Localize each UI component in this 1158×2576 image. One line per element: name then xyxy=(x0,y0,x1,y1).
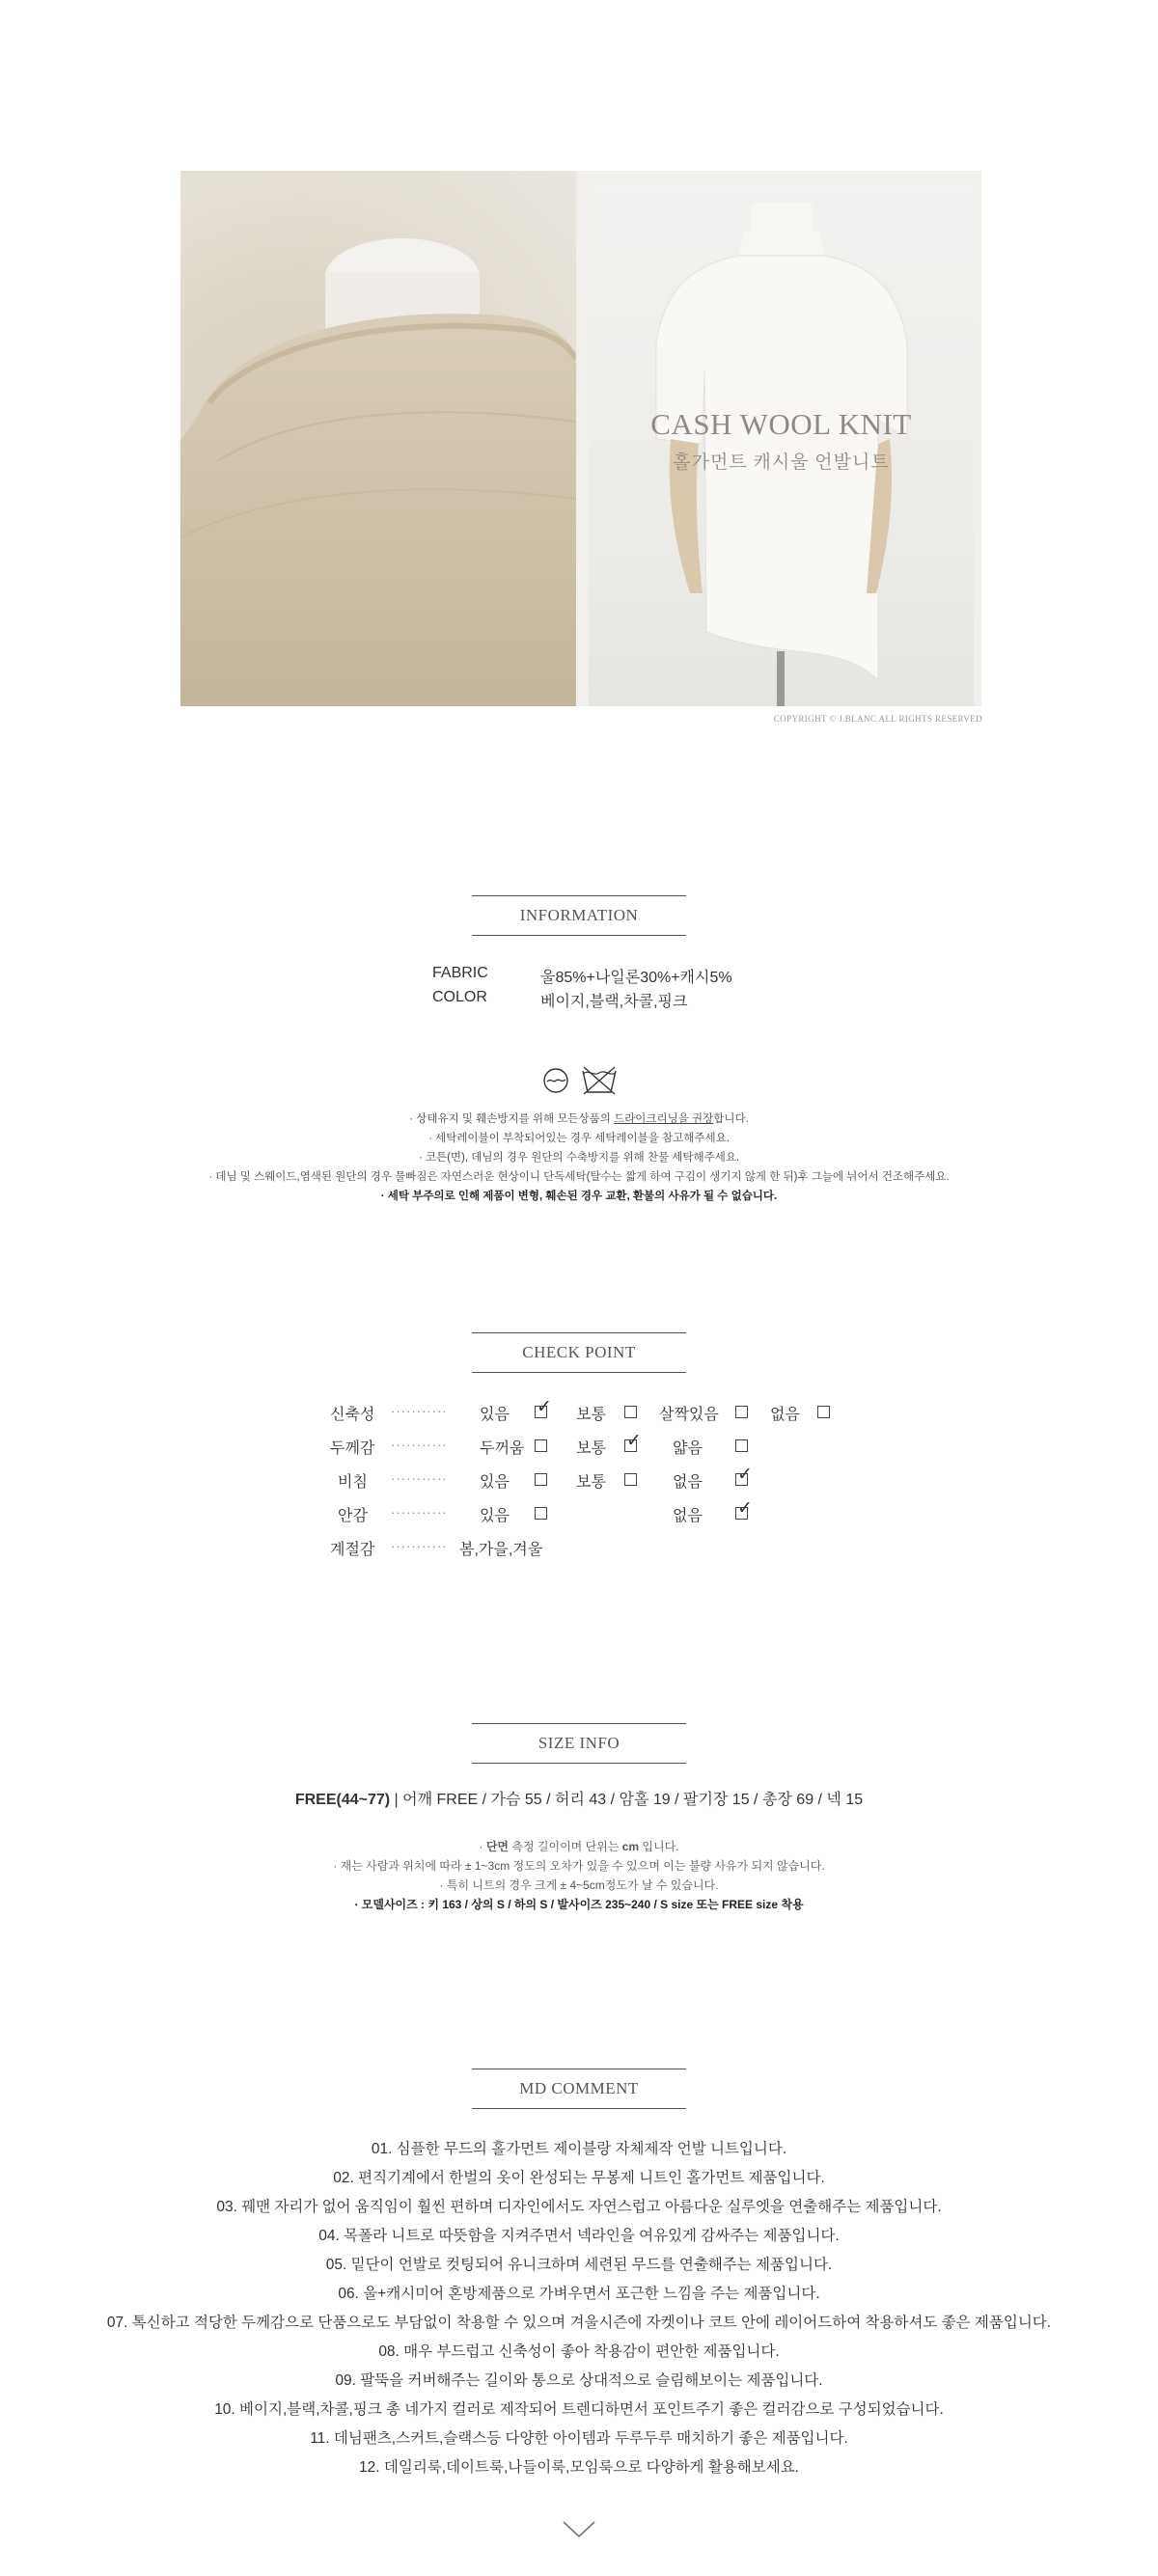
md-comment-line: 04. 목폴라 니트로 따뜻함을 지켜주면서 넥라인을 여유있게 감싸주는 제품입니다. xyxy=(318,2228,840,2244)
cp-option: 있음 xyxy=(480,1474,510,1491)
no-machine-wash-icon xyxy=(580,1065,619,1096)
chevron-down-icon xyxy=(563,2520,595,2539)
checkbox xyxy=(624,1473,637,1486)
cp-option: 살짝있음 xyxy=(659,1407,719,1423)
checkbox xyxy=(535,1507,547,1520)
size-note-model: · 모델사이즈 : 키 163 / 상의 S / 하의 S / 발사이즈 235~240 / S size 또는 FREE size 착용 xyxy=(354,1898,804,1911)
hero-photo-mannequin xyxy=(589,178,974,706)
check-point-heading: CHECK POINT xyxy=(472,1332,686,1373)
care-note-5: · 세탁 부주의로 인해 제품이 변형, 훼손된 경우 교환, 환불의 사유가 될 수 없습니다. xyxy=(380,1191,778,1202)
size-note-3: · 특히 니트의 경우 크게 ± 4~5cm정도가 날 수 있습니다. xyxy=(439,1878,719,1892)
cp-label-lining: 안감 xyxy=(338,1508,368,1524)
checkbox: ✓ xyxy=(737,1498,753,1519)
cp-dots: ··········· xyxy=(391,1404,448,1418)
cp-option: 보통 xyxy=(576,1407,606,1423)
hero-image xyxy=(180,171,981,706)
cp-dots: ··········· xyxy=(391,1505,448,1520)
md-comment-list xyxy=(0,2135,1158,2482)
checkbox: ✓ xyxy=(537,1397,552,1417)
information-heading: INFORMATION xyxy=(472,895,686,936)
md-comment-line: 06. 울+캐시미어 혼방제품으로 가벼우면서 포근한 느낌을 주는 제품입니다. xyxy=(338,2286,820,2302)
md-comment-line: 09. 팔뚝을 커버해주는 길이와 통으로 상대적으로 슬림해보이는 제품입니다. xyxy=(335,2372,823,2389)
size-label: FREE(44~77) xyxy=(294,1792,391,1808)
md-comment-line: 02. 편직기계에서 한벌의 옷이 완성되는 무봉제 니트인 홀가먼트 제품입니다. xyxy=(333,2170,825,2186)
md-comment-line: 07. 톡신하고 적당한 두께감으로 단품으로도 부담없이 착용할 수 있으며 겨울시즌에 자켓이나 코트 안에 레이어드하여 착용하셔도 좋은 제품입니다. xyxy=(106,2315,1052,2331)
color-label: COLOR xyxy=(432,989,487,1005)
md-comment-heading: MD COMMENT xyxy=(472,2069,686,2109)
cp-option: 있음 xyxy=(480,1508,510,1524)
checkbox xyxy=(535,1473,547,1486)
hero-subtitle: 홀가먼트 캐시울 언발니트 xyxy=(673,452,890,473)
md-comment-line: 01. 심플한 무드의 홀가먼트 제이블랑 자체제작 언발 니트입니다. xyxy=(371,2141,787,2157)
size-summary xyxy=(0,1787,1158,1809)
size-note-2: · 재는 사람과 위치에 따라 ± 1~3cm 정도의 오차가 있을 수 있으며 이는 불량 사유가 되지 않습니다. xyxy=(333,1859,825,1873)
color-value: 베이지,블랙,차콜,핑크 xyxy=(540,994,688,1010)
size-note-1: · 단면 측정 길이이며 단위는 cm 입니다. xyxy=(479,1840,679,1853)
mannequin-dress-illustration xyxy=(589,178,974,706)
cp-dots: ··········· xyxy=(391,1539,448,1553)
checkbox xyxy=(735,1406,748,1418)
hero-photo-closeup xyxy=(180,171,576,706)
size-info-heading: SIZE INFO xyxy=(472,1723,686,1764)
hand-wash-icon xyxy=(542,1067,571,1096)
cp-label-sheerness: 비침 xyxy=(338,1474,368,1491)
care-note-4: · 데님 및 스웨이드,염색된 원단의 경우 물빠짐은 자연스러운 현상이니 단독세탁(탈수는 짧게 하여 구김이 생기지 않게 한 뒤)후 그늘에 뉘어서 건조해주세요. xyxy=(208,1171,950,1183)
size-notes xyxy=(0,1837,1158,1914)
checkbox xyxy=(535,1439,547,1452)
size-measurements: | 어깨 FREE / 가슴 55 / 허리 43 / 암홀 19 / 팔기장 15 / 총장 69 / 넥 15 xyxy=(390,1792,864,1808)
hero-title: CASH WOOL KNIT xyxy=(650,407,912,441)
cp-dots: ··········· xyxy=(391,1471,448,1486)
md-comment-line: 11. 데님팬츠,스커트,슬랙스등 다양한 아이템과 두루두루 매치하기 좋은 제품입니다. xyxy=(310,2430,848,2447)
care-note-3: · 코튼(면), 데님의 경우 원단의 수축방지를 위해 찬물 세탁해주세요. xyxy=(418,1152,740,1164)
cp-dots: ··········· xyxy=(391,1438,448,1452)
care-note-2: · 세탁레이블이 부착되어있는 경우 세탁레이블을 참고해주세요. xyxy=(428,1133,730,1144)
cp-option: 없음 xyxy=(770,1407,800,1423)
cp-option: 얇음 xyxy=(673,1440,703,1457)
copyright-notice: COPYRIGHT © J.BLANC ALL RIGHTS RESERVED xyxy=(773,714,982,724)
md-comment-line: 08. 매우 부드럽고 신축성이 좋아 착용감이 편안한 제품입니다. xyxy=(378,2343,780,2360)
md-comment-line: 03. 꿰맨 자리가 없어 움직임이 훨씬 편하며 디자인에서도 자연스럽고 아름다운 실루엣을 연출해주는 제품입니다. xyxy=(216,2199,942,2215)
cp-option: 없음 xyxy=(673,1474,703,1491)
checkbox xyxy=(817,1406,830,1418)
cp-option: 두꺼움 xyxy=(480,1440,525,1457)
checkbox: ✓ xyxy=(626,1431,642,1451)
md-comment-line: 10. 베이지,블랙,차콜,핑크 총 네가지 컬러로 제작되어 트렌디하면서 포인트주기 좋은 컬러감으로 구성되었습니다. xyxy=(214,2401,944,2418)
knit-closeup-illustration xyxy=(180,171,576,706)
cp-label-thickness: 두께감 xyxy=(330,1440,375,1457)
cp-label-season: 계절감 xyxy=(330,1542,375,1558)
checkbox xyxy=(624,1406,637,1418)
cp-option: 보통 xyxy=(576,1474,606,1491)
cp-season-value: 봄,가을,겨울 xyxy=(459,1542,543,1558)
checkbox xyxy=(735,1439,748,1452)
cp-option: 있음 xyxy=(480,1407,510,1423)
care-note-1: · 상태유지 및 훼손방지를 위해 모든상품의 드라이크리닝을 권장합니다. xyxy=(409,1113,749,1125)
checkbox: ✓ xyxy=(737,1465,753,1485)
cp-option: 보통 xyxy=(576,1440,606,1457)
fabric-label: FABRIC xyxy=(432,965,488,981)
fabric-value: 울85%+나일론30%+캐시5% xyxy=(540,970,732,986)
md-comment-line: 05. 밑단이 언발로 컷팅되어 유니크하며 세련된 무드를 연출해주는 제품입니다. xyxy=(325,2257,833,2273)
md-comment-line: 12. 데일리룩,데이트룩,나들이룩,모임룩으로 다양하게 활용해보세요. xyxy=(359,2459,799,2476)
cp-label-stretch: 신축성 xyxy=(330,1407,375,1423)
cp-option: 없음 xyxy=(673,1508,703,1524)
care-notes xyxy=(0,1110,1158,1206)
